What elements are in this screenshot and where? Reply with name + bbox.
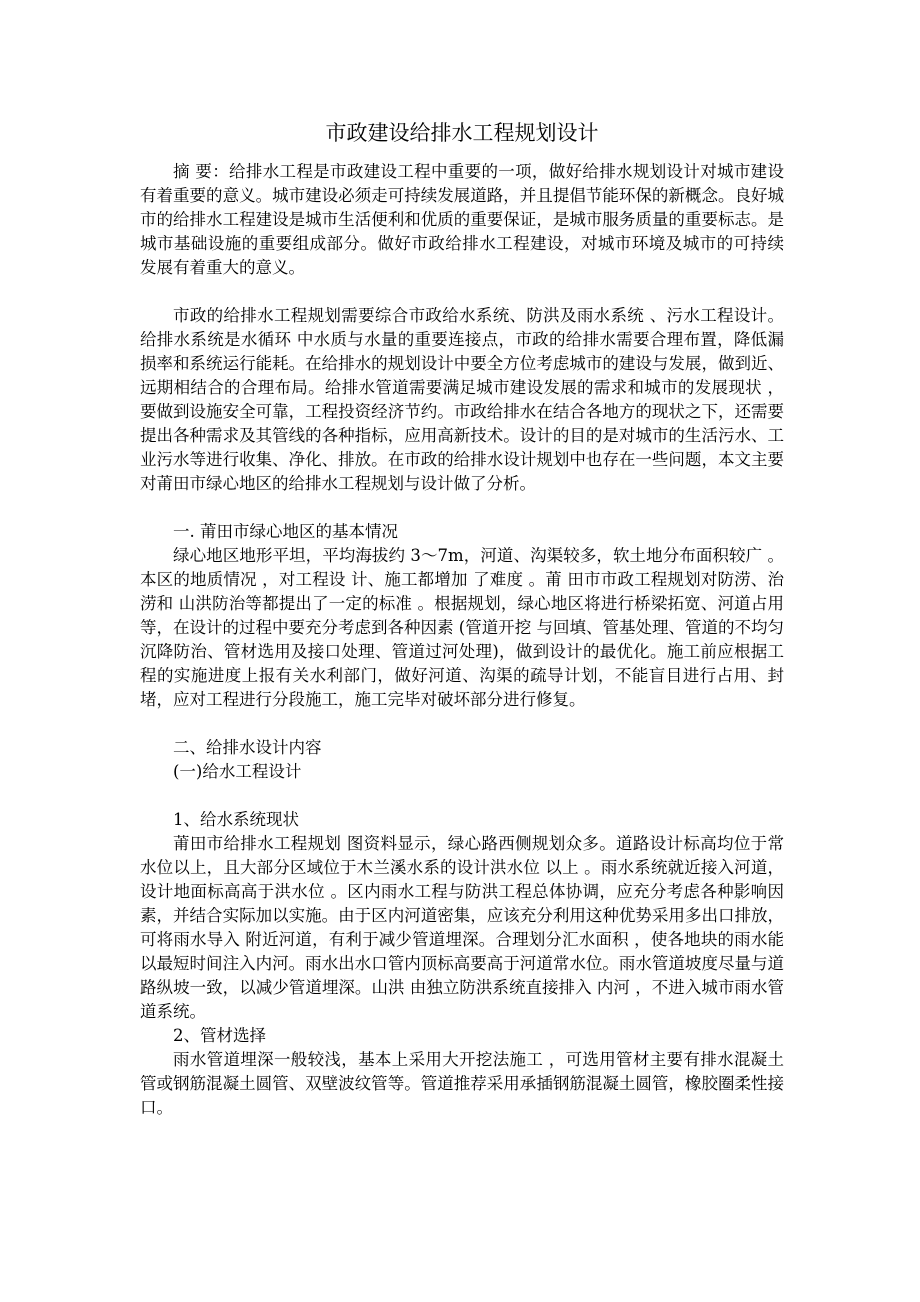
paragraph-gap [140,784,784,808]
paragraph-gap [140,280,784,304]
abstract-paragraph: 摘 要：给排水工程是市政建设工程中重要的一项，做好给排水规划设计对城市建设有着重要的意义。城市建设必须走可持续发展道路，并且提倡节能环保的新概念。良好城市的给排水工程建设是城市生活便利和优质的重要保证，是城市服务质量的重要标志。是城市基础设施的重要组成部分。做好市政给排水工程建设，对城市环境及城市的可持续 发展有着重大的意义。 [140,162,784,277]
item-2-heading: 2、管材选择 [173,1026,266,1045]
section-1-heading: 一. 莆田市绿心地区的基本情况 [173,522,398,541]
item-1-paragraph: 莆田市给排水工程规划 图资料显示，绿心路西侧规划众多。道路设计标高均位于常水位以上，且大部分区域位于木兰溪水系的设计洪水位 以上 。雨水系统就近接入河道，设计地面标高高于洪水位 。区内雨水工程与防洪工程总体协调，应充分考虑各种影响因素，并结合实际加以实施。由于区内河道密集，应该充分利用这种优势采用多出口排放，可将雨水导入 附近河道，有利于减少管道埋深。合理划分汇水面积 ，使各地块的雨水能以最短时间注入内河。雨水出水口管内顶标高要高于河道常水位。雨水管道坡度尽量与道路纵坡一致，以减少管道埋深。山洪 由独立防洪系统直接排入 内河 ，不进入城市雨水管道系统。 [140,834,784,1021]
paragraph-gap [140,712,784,736]
intro-paragraph: 市政的给排水工程规划需要综合市政给水系统、防洪及雨水系统 、污水工程设计。给排水系统是水循环 中水质与水量的重要连接点，市政的给排水需要合理布置，降低漏损率和系统运行能耗。在给排水的规划设计中要全方位考虑城市的建设与发展，做到近、远期相结合的合理布局。给排水管道需要满足城市建设发展的需求和城市的发展现状 ，要做到设施安全可靠，工程投资经济节约。市政给排水在结合各地方的现状之下，还需要提出各种需求及其管线的各种指标，应用高新技术。设计的目的是对城市的生活污水、工业污水等进行收集、净化、排放。在市政的给排水设计规划中也存在一些问题，本文主要对莆田市绿心地区的给排水工程规划与设计做了分析。 [140,306,784,493]
document-title: 市政建设给排水工程规划设计 [325,121,599,145]
item-1-heading: 1、给水系统现状 [173,810,299,829]
paragraph-gap [140,496,784,520]
section-2-subheading: (一)给水工程设计 [173,762,302,781]
section-1-paragraph: 绿心地区地形平坦，平均海拔约 3～7m，河道、沟渠较多，软土地分布面积较广 。本区的地质情况 ，对工程设 计、施工都增加 了难度 。莆 田市市政工程规划对防涝、治涝和 山洪防治等都提出了一定的标准 。根据规划，绿心地区将进行桥梁拓宽、河道占用等，在设计的过程中要充分考虑到各种因素 (管道开挖 与回填、管基处理、管道的不均匀沉降防治、管材选用及接口处理、管道过河处理)，做到设计的最优化。施工前应根据工程的实施进度上报有关水利部门，做好河道、沟渠的疏导计划，不能盲目进行占用、封堵，应对工程进行分段施工，施工完毕对破坏部分进行修复。 [140,546,784,709]
item-2-paragraph: 雨水管道埋深一般较浅，基本上采用大开挖法施工 ，可选用管材主要有排水混凝土管或钢筋混凝土圆管、双壁波纹管等。管道推荐采用承插钢筋混凝土圆管，橡胶圈柔性接口。 [140,1050,784,1117]
section-2-heading: 二、给排水设计内容 [173,738,322,757]
document-page [140,118,784,1120]
